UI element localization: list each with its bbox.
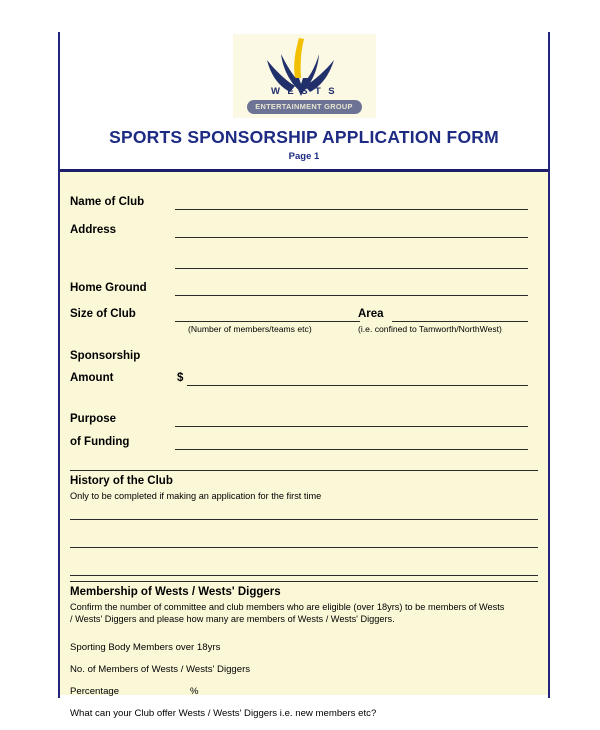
field-home-ground: [70, 282, 538, 300]
address-input-line-1[interactable]: [175, 237, 528, 238]
history-section-divider: [70, 470, 538, 471]
membership-subtitle-line-2: / Wests' Diggers and please how many are members of Wests / Wests' Diggers.: [70, 614, 395, 624]
form-body: [60, 172, 548, 719]
history-section-heading: History of the Club: [70, 475, 173, 487]
membership-item-club-offer-question: What can your Club offer Wests / Wests' Diggers i.e. new members etc?: [70, 708, 377, 719]
logo-brand-text: W E S T S: [271, 86, 337, 97]
field-size-of-club: [70, 308, 538, 334]
currency-symbol: $: [177, 372, 184, 384]
size-of-club-label: Size of Club: [70, 308, 136, 320]
name-of-club-input-line[interactable]: [175, 209, 528, 210]
history-section-subtitle: Only to be completed if making an application for the first time: [70, 491, 322, 501]
area-label: Area: [358, 308, 384, 320]
address-input-line-2[interactable]: [175, 268, 528, 269]
size-of-club-caption: (Number of members/teams etc): [188, 324, 312, 334]
field-purpose: [70, 413, 538, 431]
membership-section-heading: Membership of Wests / Wests' Diggers: [70, 586, 281, 598]
size-of-club-input-line[interactable]: [175, 321, 360, 322]
membership-item-sporting-body-members: Sporting Body Members over 18yrs: [70, 642, 221, 653]
logo-container: [60, 34, 548, 118]
page-number-label: Page 1: [288, 151, 320, 163]
membership-subtitle-line-1: Confirm the number of committee and club members who are eligible (over 18yrs) to be members of Wests: [70, 602, 505, 612]
area-caption: (i.e. confined to Tamworth/NorthWest): [358, 324, 502, 334]
logo-tagline-banner: ENTERTAINMENT GROUP: [247, 100, 362, 114]
purpose-input-line-2[interactable]: [175, 449, 528, 450]
area-input-line[interactable]: [392, 321, 528, 322]
amount-input-line[interactable]: [187, 385, 528, 386]
membership-item-percentage: Percentage: [70, 686, 120, 697]
field-sponsorship-label-row: [70, 350, 538, 368]
history-input-line-2[interactable]: [70, 547, 538, 548]
form-header: [60, 32, 548, 172]
of-funding-label: of Funding: [70, 436, 130, 448]
field-of-funding: [70, 436, 538, 454]
purpose-input-line-1[interactable]: [175, 426, 528, 427]
form-page: [58, 32, 550, 719]
membership-item-no-of-members: No. of Members of Wests / Wests' Diggers: [70, 664, 251, 675]
wests-entertainment-group-logo: [233, 34, 376, 118]
field-name-of-club: [70, 196, 538, 214]
sponsorship-label: Sponsorship: [70, 350, 141, 362]
field-amount: [70, 372, 538, 390]
percent-symbol: %: [190, 686, 199, 697]
home-ground-input-line[interactable]: [175, 295, 528, 296]
field-address: [70, 224, 538, 242]
history-input-line-3[interactable]: [70, 575, 538, 576]
page-title: SPORTS SPONSORSHIP APPLICATION FORM: [109, 127, 499, 147]
address-label: Address: [70, 224, 117, 236]
purpose-label: Purpose: [70, 413, 117, 425]
name-of-club-label: Name of Club: [70, 196, 145, 208]
amount-label: Amount: [70, 372, 114, 384]
title-block: [60, 128, 548, 162]
membership-section-divider: [70, 581, 538, 582]
home-ground-label: Home Ground: [70, 282, 147, 294]
field-address-line2: [70, 255, 538, 273]
history-input-line-1[interactable]: [70, 519, 538, 520]
